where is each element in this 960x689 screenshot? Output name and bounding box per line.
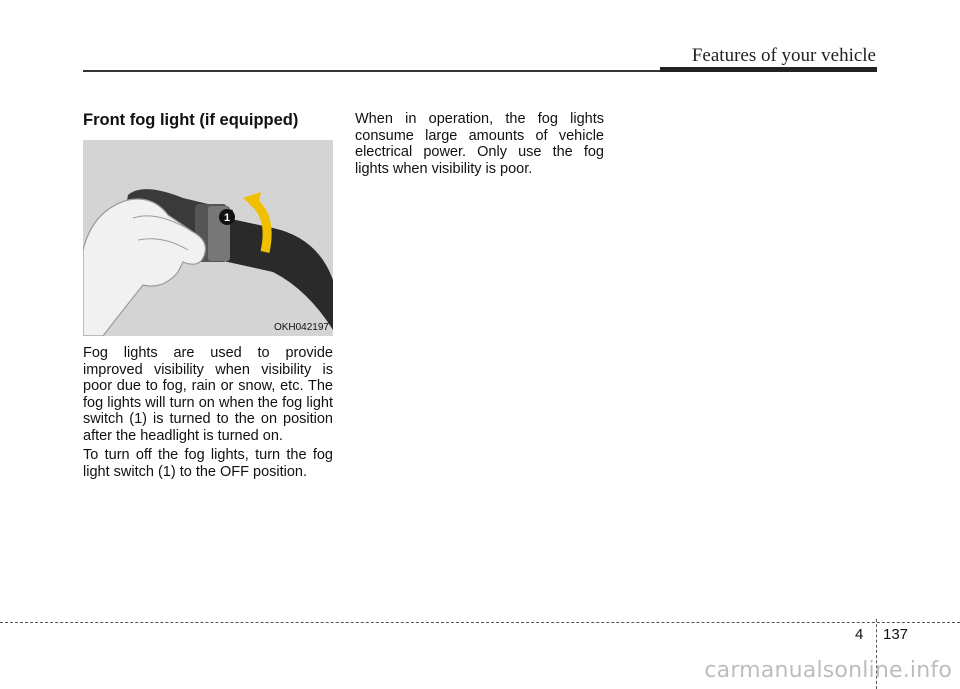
watermark: carmanualsonline.info xyxy=(704,658,952,683)
figure-code: OKH042197 xyxy=(273,322,329,333)
body-paragraph: Fog lights are used to provide improved visibility when visibility is poor due to fog, rain or snow, etc. The fog lights will turn on when the fog light switch (1) is turned to the on position after the headlight is turned on. xyxy=(83,345,333,444)
page-header-title: Features of your vehicle xyxy=(691,45,876,66)
header-rule-accent xyxy=(660,67,877,72)
fog-light-switch-illustration xyxy=(83,140,333,336)
callout-number: 1 xyxy=(223,212,231,224)
page-number: 137 xyxy=(883,626,909,643)
fog-light-switch-drawing xyxy=(83,140,333,336)
chapter-number: 4 xyxy=(855,626,864,643)
footer-rule xyxy=(0,622,960,623)
section-title: Front fog light (if equipped) xyxy=(83,111,299,129)
body-paragraph: When in operation, the fog lights consume large amounts of vehicle electrical power. Only use the fog lights when visibility is poor. xyxy=(355,111,604,177)
header-rule xyxy=(83,70,660,72)
body-paragraph: To turn off the fog lights, turn the fog light switch (1) to the OFF position. xyxy=(83,447,333,480)
